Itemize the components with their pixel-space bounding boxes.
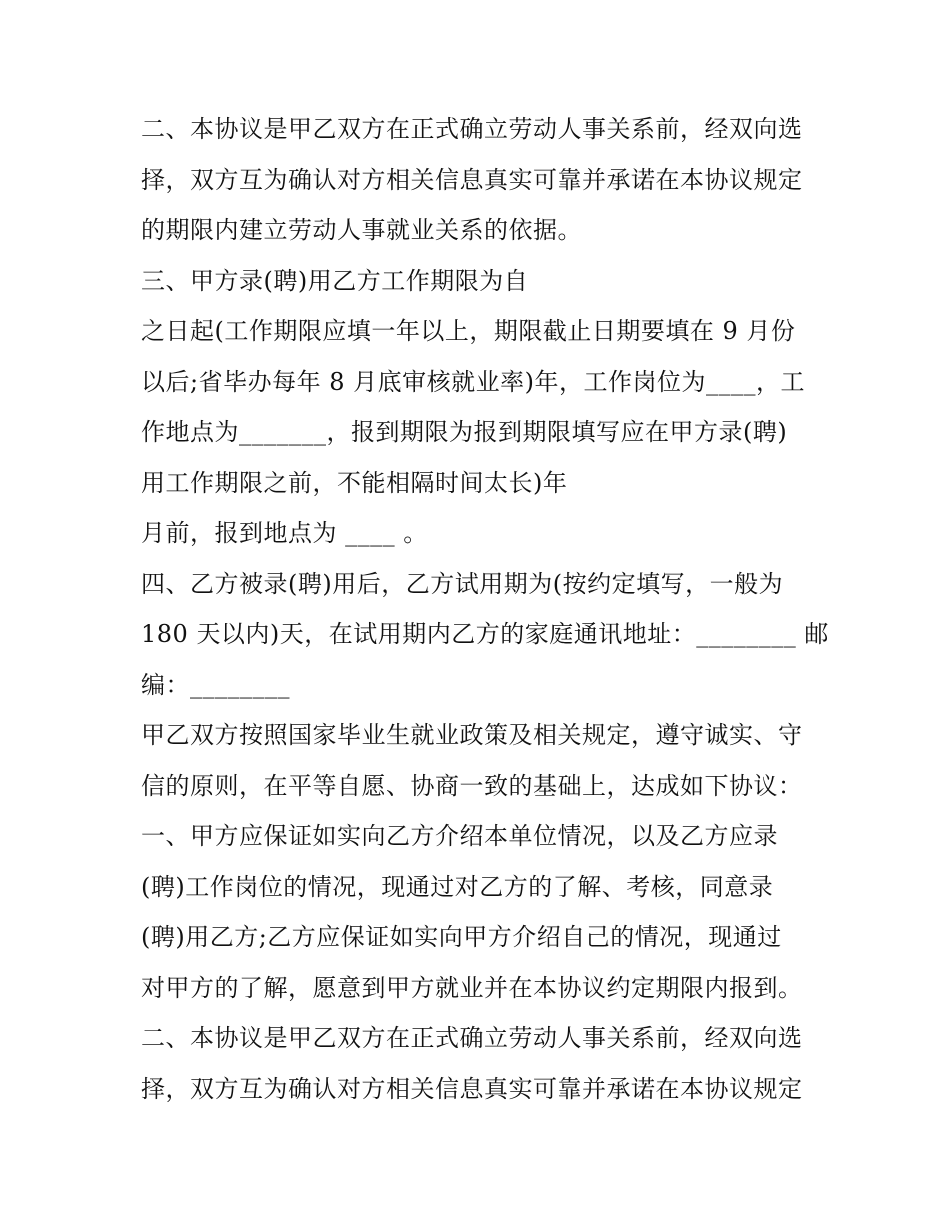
text-line: 180 天以内)天，在试用期内乙方的家庭通讯地址：________ 邮: [141, 620, 829, 648]
text-line: (聘)工作岗位的情况，现通过对乙方的了解、考核，同意录: [141, 872, 774, 901]
text-line: 作地点为_______，报到期限为报到期限填写应在甲方录(聘): [141, 418, 788, 446]
text-line: 二、本协议是甲乙双方在正式确立劳动人事关系前，经双向选: [141, 115, 803, 143]
text-line: 二、本协议是甲乙双方在正式确立劳动人事关系前，经双向选: [141, 1024, 803, 1052]
document-body: [141, 104, 829, 1114]
text-line: 对甲方的了解，愿意到甲方就业并在本协议约定期限内报到。: [141, 973, 803, 1002]
text-line: 甲乙双方按照国家毕业生就业政策及相关规定，遵守诚实、守: [141, 721, 803, 749]
text-line: 编：________: [141, 670, 290, 699]
text-line: 三、甲方录(聘)用乙方工作期限为自: [141, 266, 529, 295]
text-line: 之日起(工作期限应填一年以上，期限截止日期要填在 9 月份: [141, 317, 796, 345]
text-line: 择，双方互为确认对方相关信息真实可靠并承诺在本协议规定: [141, 1074, 803, 1103]
text-line: (聘)用乙方;乙方应保证如实向甲方介绍自己的情况，现通过: [141, 923, 782, 951]
text-line: 的期限内建立劳动人事就业关系的依据。: [141, 216, 582, 244]
text-line: 一、甲方应保证如实向乙方介绍本单位情况，以及乙方应录: [141, 822, 778, 850]
text-line: 月前，报到地点为 ____ 。: [141, 519, 428, 547]
text-line: 四、乙方被录(聘)用后，乙方试用期为(按约定填写，一般为: [141, 569, 784, 598]
text-line: 用工作期限之前，不能相隔时间太长)年: [141, 468, 568, 497]
text-line: 以后;省毕办每年 8 月底审核就业率)年，工作岗位为____，工: [141, 367, 805, 396]
text-line: 择，双方互为确认对方相关信息真实可靠并承诺在本协议规定: [141, 165, 803, 194]
text-line: 信的原则，在平等自愿、协商一致的基础上，达成如下协议：: [141, 771, 803, 800]
